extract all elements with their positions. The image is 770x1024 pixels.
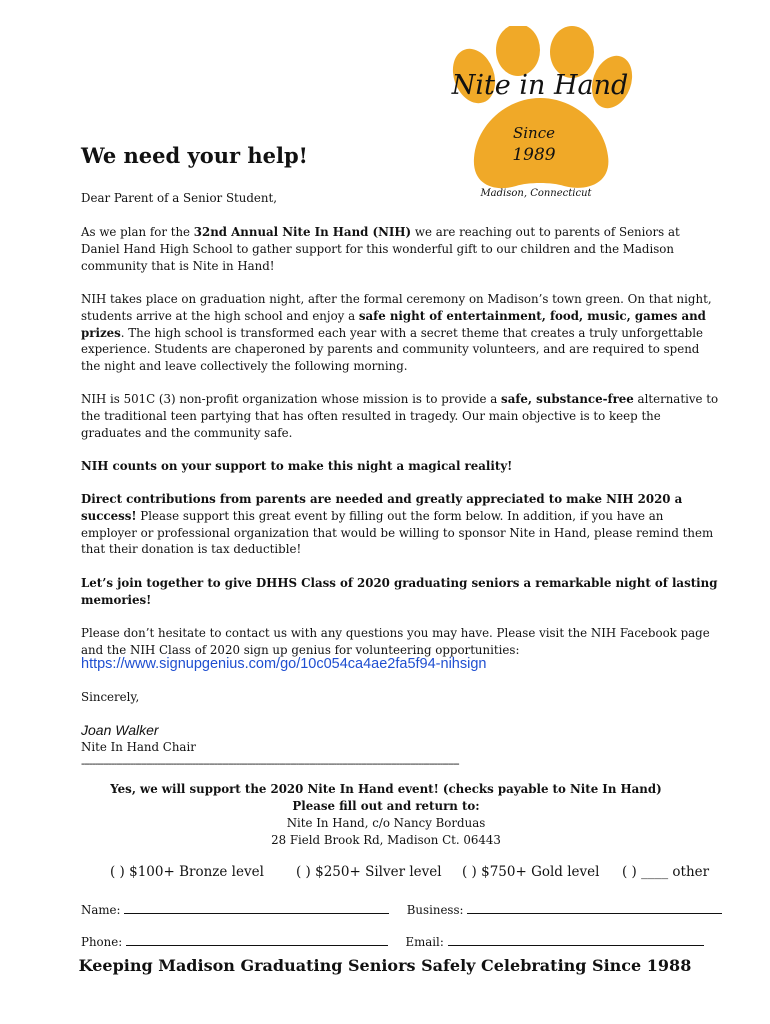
closing: Sincerely, bbox=[81, 690, 140, 704]
name-field[interactable] bbox=[124, 902, 389, 914]
paragraph-join: Let’s join together to give DHHS Class of 2020 graduating seniors a remarkable night of lasting memories! bbox=[81, 576, 718, 607]
logo-location: Madison, Connecticut bbox=[480, 188, 592, 199]
name-business-row bbox=[81, 902, 722, 917]
paragraph-event: NIH takes place on graduation night, after the formal ceremony on Madison’s town green. On that night, students arrive at the high school and enjoy a safe night of entertainment, food, music, games and prizes. The high school is transformed each year with a secret theme that creates a truly unforgettable experience. Students are chaperoned by parents and community volunteers, and are required to spend the night and leave collectively the following morning. bbox=[81, 292, 712, 374]
paragraph-contact: Please don’t hesitate to contact us with any questions you may have. Please visit the NIH Facebook page and the NIH Class of 2020 sign up genius for volunteering opportunities: bbox=[81, 626, 710, 657]
form-instruction: Please fill out and return to: bbox=[292, 799, 480, 813]
business-label: Business: bbox=[406, 903, 464, 917]
level-other-checkbox[interactable]: ( ) ____ other bbox=[622, 864, 710, 880]
signer-title: Nite In Hand Chair bbox=[81, 740, 196, 754]
logo-year: 1989 bbox=[512, 145, 556, 165]
paragraph-contributions: Direct contributions from parents are needed and greatly appreciated to make NIH 2020 a success! Please support this great event by filling out the form below. In addition, if you have an employer or professional organization that would be willing to sponsor Nite in Hand, please remind them that their donation is tax deductible! bbox=[81, 492, 714, 557]
name-label: Name: bbox=[81, 903, 121, 917]
signupgenius-link[interactable]: https://www.signupgenius.com/go/10c054ca4ae2fa5f94-nihsign bbox=[81, 656, 487, 672]
return-name: Nite In Hand, c/o Nancy Borduas bbox=[286, 816, 486, 830]
paragraph-support: NIH counts on your support to make this night a magical reality! bbox=[81, 459, 513, 473]
return-address: 28 Field Brook Rd, Madison Ct. 06443 bbox=[271, 833, 501, 847]
email-field[interactable] bbox=[448, 934, 704, 946]
level-bronze-checkbox[interactable]: ( ) $100+ Bronze level bbox=[110, 864, 264, 880]
phone-email-row bbox=[81, 934, 704, 949]
page-heading: We need your help! bbox=[81, 143, 308, 168]
level-silver-checkbox[interactable]: ( ) $250+ Silver level bbox=[296, 864, 442, 880]
signer-name: Joan Walker bbox=[81, 722, 159, 738]
phone-label: Phone: bbox=[81, 935, 123, 949]
business-field[interactable] bbox=[467, 902, 722, 914]
form-heading: Yes, we will support the 2020 Nite In Hand event! (checks payable to Nite In Hand) bbox=[110, 782, 662, 796]
paragraph-plan: As we plan for the 32nd Annual Nite In Hand (NIH) we are reaching out to parents of Seniors at Daniel Hand High School to gather support for this wonderful gift to our children and the Madison community that is Nite in Hand! bbox=[81, 225, 680, 273]
footer-tagline: Keeping Madison Graduating Seniors Safely Celebrating Since 1988 bbox=[78, 956, 692, 975]
email-label: Email: bbox=[405, 935, 444, 949]
phone-field[interactable] bbox=[126, 934, 388, 946]
paragraph-mission: NIH is 501C (3) non-profit organization whose mission is to provide a safe, substance-free alternative to the traditional teen partying that has often resulted in tragedy. Our main objective is to keep the graduates and the community safe. bbox=[81, 392, 719, 440]
logo-title: Nite in Hand bbox=[451, 70, 629, 101]
level-gold-checkbox[interactable]: ( ) $750+ Gold level bbox=[462, 864, 600, 880]
salutation: Dear Parent of a Senior Student, bbox=[81, 191, 277, 205]
cut-line-divider: ------------------------------------------------------------------------------------------------------------------------------------------- bbox=[81, 757, 459, 770]
nite-in-hand-logo bbox=[436, 26, 644, 204]
logo-since: Since bbox=[512, 124, 556, 142]
